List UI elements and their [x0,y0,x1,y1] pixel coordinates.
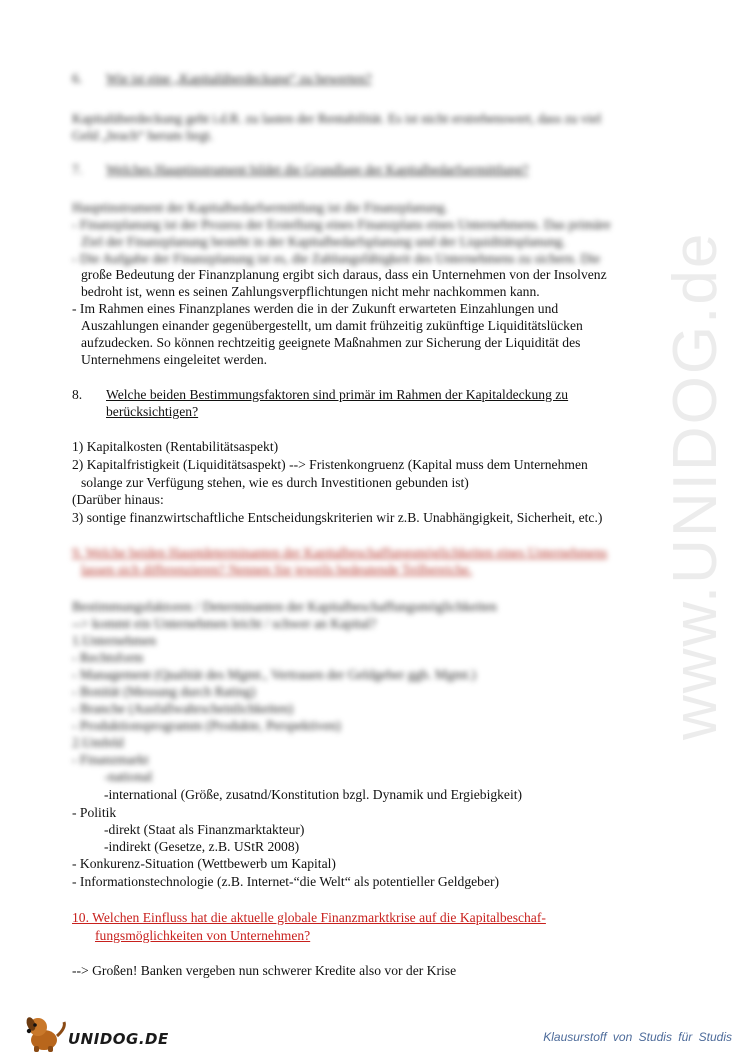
question-7-title: Welches Hauptinstrument bildet die Grundlage der Kapitalbedarfsermittlung? [106,162,529,177]
question-9-title: 9. Welche beiden Hauptdeterminanten der Kapitalbeschaffungsmöglichkeiten eines Unternehmens [72,545,608,560]
question-7-answer-line: Hauptinstrument der Kapitalbedarfsermittlung ist die Finanzplanung. [72,200,449,215]
question-9-answer-line: 2.Umfeld [72,735,124,750]
question-7-answer-line: - Die Aufgabe der Finanzplanung ist es, die Zahlungsfähigkeit des Unternehmens zu sichern. Die [72,251,601,266]
question-10-answer: --> Großen! Banken vergeben nun schwerer Kredite also vor der Krise [72,963,457,978]
question-10-title: fungsmöglichkeiten von Unternehmen? [95,928,311,943]
question-9-answer-line: - Politik [72,805,117,820]
logo-text: UNIDOG.DE [68,1030,169,1048]
question-7-answer-line: - Im Rahmen eines Finanzplanes werden die in der Zukunft erwarteten Einzahlungen und [72,301,559,316]
question-9-answer-line: -national [104,769,153,784]
question-9-title: lassen sich differenzieren? Nennen Sie jeweils bedeutende Teilbereiche. [81,562,473,577]
question-9-answer-line: - Konkurenz-Situation (Wettbewerb um Kapital) [72,856,336,871]
question-10-title: 10. Welchen Einfluss hat die aktuelle globale Finanzmarktkrise auf die Kapitalbeschaf- [72,910,546,925]
question-8-answer-line: (Darüber hinaus: [72,492,164,507]
watermark: www.UNIDOG.de [661,231,730,740]
question-6-title: Wie ist eine „Kapitalüberdeckung“ zu bewerten? [106,71,372,86]
question-9-answer-line: - Finanzmarkt [72,752,149,767]
question-6-number: 6. [72,71,83,86]
question-8-answer-line: 3) sontige finanzwirtschaftliche Entscheidungskriterien wir z.B. Unabhängigkeit, Sicherheit, etc.) [72,510,603,525]
footer-tagline: Klausurstoff von Studis für Studis [543,1030,732,1044]
question-9-answer-line: - Informationstechnologie (z.B. Internet-“die Welt“ als potentieller Geldgeber) [72,874,500,889]
question-8-title: Welche beiden Bestimmungsfaktoren sind primär im Rahmen der Kapitaldeckung zu [106,387,569,402]
question-7-answer-line: - Finanzplanung ist der Prozess der Erstellung eines Finanzplans eines Unternehmens. Das primäre [72,217,611,232]
question-9-answer-line: - Produktionsprogramm (Produkte, Perspektiven) [72,718,341,733]
dog-icon [24,1014,70,1054]
question-9-answer-line: 1.Unternehmen [72,633,157,648]
question-9-answer-line: - Bonität (Messung durch Rating) [72,684,256,699]
question-9-answer-line: --> kommt ein Unternehmen leicht / schwer an Kapital? [72,616,377,631]
question-8-answer-line: 1) Kapitalkosten (Rentabilitätsaspekt) [72,439,279,454]
question-6-answer-line: Kapitalüberdeckung geht i.d.R. zu lasten der Rentabilität. Es ist nicht erstrebenswert, dass zu viel [72,111,602,126]
question-8-answer-line: solange zur Verfügung stehen, wie es durch Investitionen gebunden ist) [81,475,469,490]
question-7-answer-line: Auszahlungen einander gegenübergestellt, um damit frühzeitig zukünftige Liquiditätslücken [81,318,583,333]
question-9-answer-line: - Rechtsform [72,650,144,665]
question-9-answer-line: -direkt (Staat als Finanzmarktakteur) [104,822,305,837]
question-7-answer-line: aufzudecken. So können rechtzeitig geeignete Maßnahmen zur Sicherung der Liquidität des [81,335,581,350]
question-7-number: 7. [72,162,83,177]
question-6-answer-line: Geld „brach“ herum liegt. [72,128,214,143]
question-9-answer-line: -international (Größe, zusatnd/Konstitution bzgl. Dynamik und Ergiebigkeit) [104,787,523,802]
question-8-number: 8. [72,387,83,402]
question-9-answer-line: Bestimmungsfaktoren / Determinanten der Kapitalbeschaffungsmöglichkeiten [72,599,497,614]
question-9-answer-line: - Branche (Ausfallwahrscheinlichkeiten) [72,701,294,716]
question-8-title: berücksichtigen? [106,404,199,419]
question-7-answer-line: Unternehmens eingeleitet werden. [81,352,268,367]
question-9-answer-line: - Management (Qualität des Mgmt., Vertrauen der Geldgeber ggb. Mgmt.) [72,667,477,682]
question-8-answer-line: 2) Kapitalfristigkeit (Liquiditätsaspekt) --> Fristenkongruenz (Kapital muss dem Unternehmen [72,457,588,472]
question-7-answer-line: bedroht ist, wenn es seinen Zahlungsverpflichtungen nicht mehr nachkommen kann. [81,284,540,299]
question-7-answer-line: Ziel der Finanzplanung besteht in der Kapitalbedarfsplanung und der Liquiditätsplanung. [81,234,566,249]
question-7-answer-line: große Bedeutung der Finanzplanung ergibt sich daraus, dass ein Unternehmen von der Insolvenz [81,267,607,282]
question-9-answer-line: -indirekt (Gesetze, z.B. UStR 2008) [104,839,300,854]
unidog-logo [24,1014,169,1054]
